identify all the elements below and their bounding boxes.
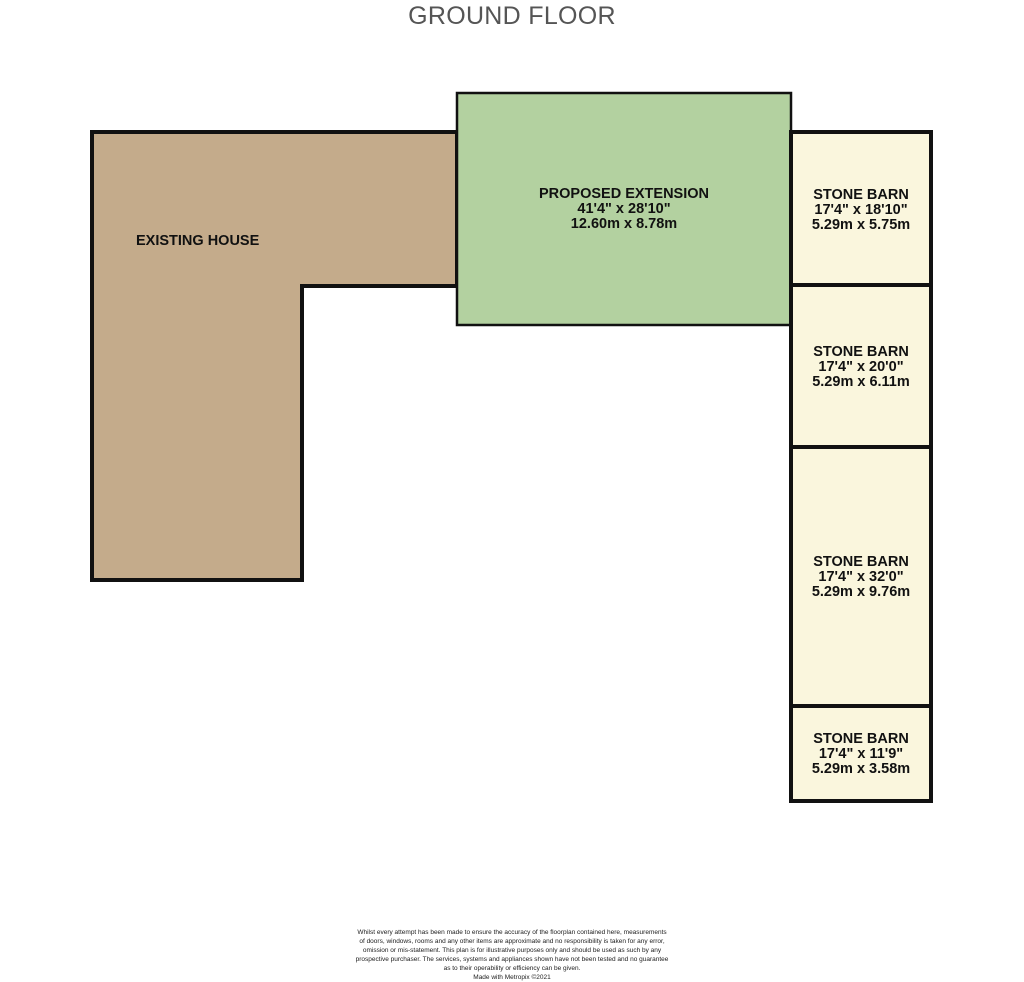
- stone-barn-4-name: STONE BARN: [813, 731, 909, 747]
- stone-barn-1-label: [796, 188, 926, 233]
- existing-house-room: [92, 132, 457, 580]
- stone-barn-1-imperial: 17'4" x 18'10": [814, 202, 908, 218]
- stone-barn-4-label: [796, 732, 926, 777]
- stone-barn-3-label: [796, 555, 926, 600]
- proposed-extension-imperial: 41'4" x 28'10": [577, 201, 671, 217]
- stone-barn-2-metric: 5.29m x 6.11m: [812, 374, 910, 390]
- stone-barn-3-metric: 5.29m x 9.76m: [811, 584, 911, 600]
- stone-barn-3-imperial: 17'4" x 32'0": [818, 569, 904, 585]
- stone-barn-4-metric: 5.29m x 3.58m: [811, 761, 911, 777]
- disclaimer-line: Made with Metropix ©2021: [473, 974, 551, 981]
- stone-barn-2-imperial: 17'4" x 20'0": [818, 359, 904, 375]
- stone-barn-1-metric: 5.29m x 5.75m: [811, 217, 911, 233]
- disclaimer-line: prospective purchaser. The services, systems and appliances shown have not been tested and no guarantee: [355, 956, 669, 963]
- proposed-extension-name: PROPOSED EXTENSION: [538, 186, 709, 202]
- disclaimer: [312, 928, 712, 982]
- proposed-extension-metric: 12.60m x 8.78m: [570, 216, 678, 232]
- stone-barn-1-name: STONE BARN: [813, 187, 909, 203]
- disclaimer-line: as to their operability or efficiency can be given.: [443, 965, 581, 972]
- stone-barn-2-label: [796, 345, 926, 390]
- stone-barn-2-name: STONE BARN: [813, 344, 909, 360]
- stone-barn-3-name: STONE BARN: [813, 554, 909, 570]
- disclaimer-line: of doors, windows, rooms and any other items are approximate and no responsibility is taken for any error,: [359, 938, 665, 945]
- existing-house-name: EXISTING HOUSE: [136, 233, 260, 249]
- existing-house-label: [136, 234, 259, 249]
- stone-barn-4-imperial: 17'4" x 11'9": [818, 746, 904, 762]
- floor-title: GROUND FLOOR: [408, 2, 616, 30]
- proposed-extension-label: [524, 187, 724, 232]
- disclaimer-line: Whilst every attempt has been made to ensure the accuracy of the floorplan contained here, measurements: [357, 929, 667, 936]
- disclaimer-line: omission or mis-statement. This plan is for illustrative purposes only and should be used as such by any: [362, 947, 662, 954]
